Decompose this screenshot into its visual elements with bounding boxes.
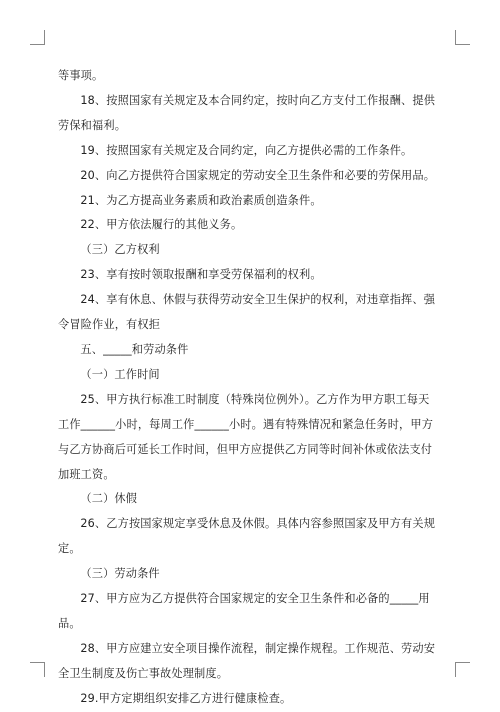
corner-mark-top-right xyxy=(455,30,470,45)
clause-21: 21、为乙方提高业务素质和政治素质创造条件。 xyxy=(80,193,322,207)
paragraph-continuation: 等事项。 xyxy=(58,69,104,82)
clause-27: 27、甲方应为乙方提供符合国家规定的安全卫生条件和必备的_____用品。 xyxy=(58,592,430,630)
clause-23: 23、享有按时领取报酬和享受劳保福利的权利。 xyxy=(80,268,322,282)
section-heading-working-conditions: 五、_____和劳动条件 xyxy=(80,342,189,356)
clause-29: 29.甲方定期组织安排乙方进行健康检查。 xyxy=(80,691,292,705)
clause-19: 19、按照国家有关规定及合同约定，向乙方提供必需的工作条件。 xyxy=(80,143,413,157)
clause-20: 20、向乙方提供符合国家规定的劳动安全卫生条件和必要的劳保用品。 xyxy=(80,168,436,182)
corner-mark-top-left xyxy=(30,30,45,45)
section-heading-party-b-rights: （三）乙方权利 xyxy=(80,243,160,257)
clause-28: 28、甲方应建立安全项目操作流程，制定操作规程。工作规范、劳动安全卫生制度及伤亡事故处理制度。 xyxy=(58,641,436,680)
corner-mark-bottom-left xyxy=(30,662,45,677)
clause-26: 26、乙方按国家规定享受休息及休假。具体内容参照国家及甲方有关规定。 xyxy=(58,517,436,556)
section-heading-leave: （二）休假 xyxy=(80,492,138,506)
document-body xyxy=(58,64,440,712)
section-heading-working-hours: （一）工作时间 xyxy=(80,367,160,381)
clause-24: 24、享有休息、休假与获得劳动安全卫生保护的权利，对违章指挥、强令冒险作业，有权拒 xyxy=(58,293,436,332)
clause-25: 25、甲方执行标准工时制度（特殊岗位例外）。乙方作为甲方职工每天工作______小时，每周工作______小时。遇有特殊情况和紧急任务时，甲方与乙方协商后可延长工作时间，但甲方应提供乙方同等时间补休或依法支付加班工资。 xyxy=(58,392,434,481)
clause-18: 18、按照国家有关规定及本合同约定，按时向乙方支付工作报酬、提供劳保和福利。 xyxy=(58,93,436,132)
clause-22: 22、甲方依法履行的其他义务。 xyxy=(80,218,243,232)
corner-mark-bottom-right xyxy=(455,662,470,677)
section-heading-labor-conditions: （三）劳动条件 xyxy=(80,567,160,581)
